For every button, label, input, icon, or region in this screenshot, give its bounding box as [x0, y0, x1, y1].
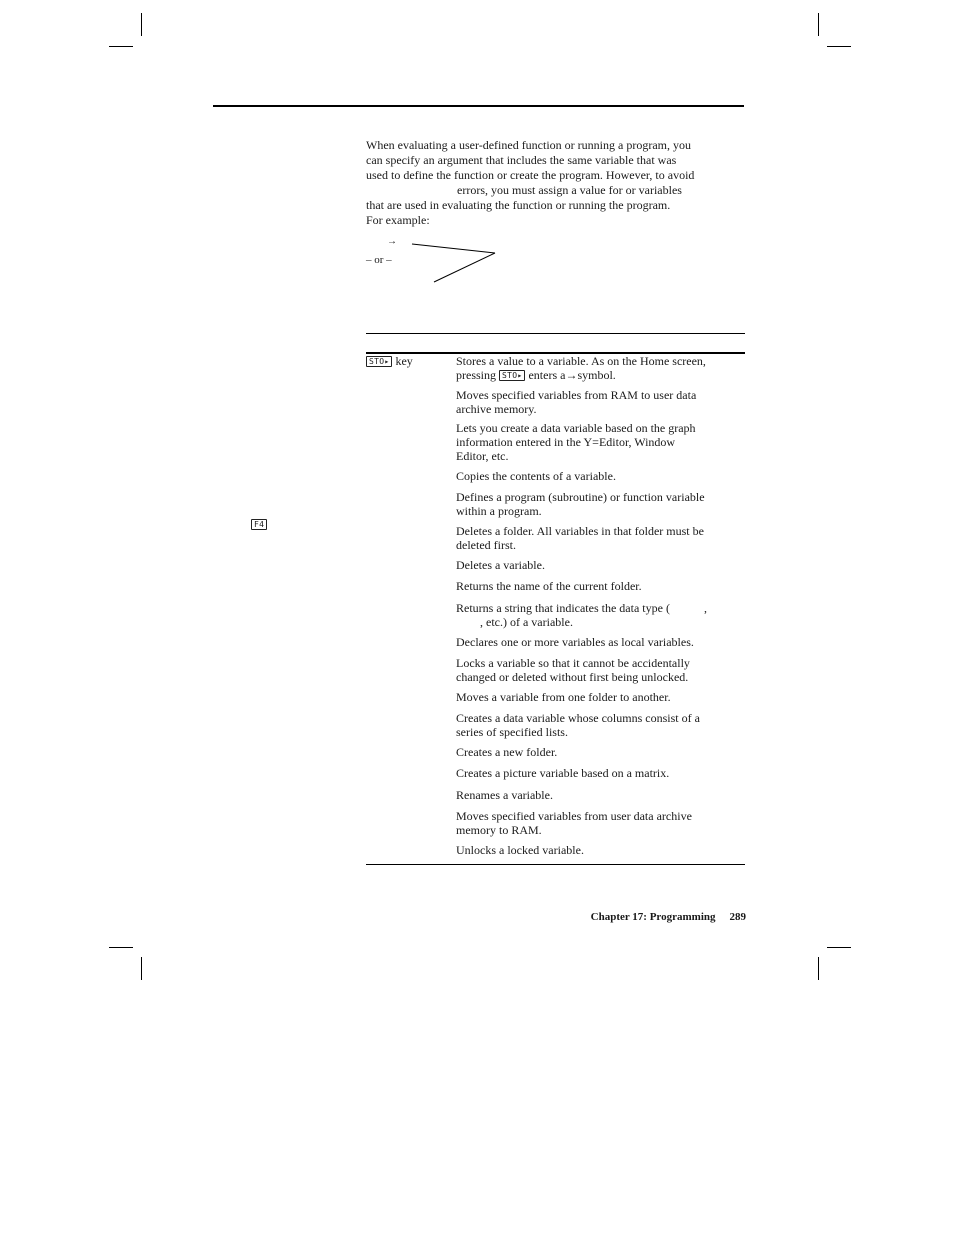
- description-cell: Returns the name of the current folder.: [456, 579, 642, 593]
- description-cell: Lets you create a data variable based on the graph information entered in the Y=Editor, Window Editor, etc.: [456, 421, 696, 463]
- crop-mark: [818, 13, 819, 36]
- callout-lines: [366, 236, 566, 296]
- description-cell: Declares one or more variables as local variables.: [456, 635, 694, 649]
- description-cell: Moves specified variables from RAM to user data archive memory.: [456, 388, 697, 416]
- table-bottom-rule: [366, 864, 745, 865]
- description-cell: Creates a picture variable based on a matrix.: [456, 766, 670, 780]
- sto-key-icon: STO▸: [499, 370, 525, 381]
- crop-mark: [141, 13, 142, 36]
- crop-mark: [109, 947, 133, 948]
- callout-line-top: [412, 244, 495, 253]
- description-cell: Creates a new folder.: [456, 745, 558, 759]
- crop-mark: [109, 46, 133, 47]
- intro-line: When evaluating a user-defined function or running a program, you: [366, 138, 691, 152]
- description-cell: Locks a variable so that it cannot be accidentally changed or deleted without first being unlocked.: [456, 656, 690, 684]
- description-line: pressing STO▸ enters a→symbol.: [456, 368, 616, 382]
- crop-mark: [827, 46, 851, 47]
- intro-line: used to define the function or create the program. However, to avoid: [366, 168, 695, 182]
- intro-line: errors, you must assign a value for or variables: [457, 183, 682, 197]
- description-cell: Deletes a variable.: [456, 558, 545, 572]
- store-arrow-icon: →: [565, 368, 578, 382]
- description-cell: Deletes a folder. All variables in that folder must be deleted first.: [456, 524, 704, 552]
- command-cell: [366, 354, 454, 368]
- description-cell: Moves specified variables from user data archive memory to RAM.: [456, 809, 692, 837]
- sto-key-icon: STO▸: [366, 356, 392, 367]
- page-number: 289: [729, 911, 746, 923]
- command-suffix: key: [395, 354, 413, 368]
- description-cell: Returns a string that indicates the data type ( , , etc.) of a variable.: [456, 601, 707, 629]
- description-cell: [456, 354, 748, 382]
- store-arrow-icon: →: [387, 236, 397, 247]
- header-rule: [213, 105, 744, 107]
- intro-line: For example:: [366, 213, 430, 227]
- page-footer: [540, 911, 746, 923]
- example-block: [366, 236, 566, 296]
- intro-paragraph: [366, 138, 746, 228]
- description-cell: Copies the contents of a variable.: [456, 469, 616, 483]
- f4-key: [251, 513, 267, 532]
- intro-line: that are used in evaluating the function or running the program.: [366, 198, 671, 212]
- or-separator: – or –: [366, 254, 392, 266]
- description-cell: Defines a program (subroutine) or function variable within a program.: [456, 490, 705, 518]
- chapter-title: Chapter 17: Programming: [590, 911, 716, 923]
- intro-line: can specify an argument that includes the same variable that was: [366, 153, 677, 167]
- callout-line-bottom: [434, 253, 495, 282]
- description-cell: Unlocks a locked variable.: [456, 843, 584, 857]
- description-cell: Moves a variable from one folder to another.: [456, 690, 671, 704]
- table-top-rule: [366, 333, 745, 334]
- crop-mark: [827, 947, 851, 948]
- f4-key-icon: F4: [251, 519, 267, 530]
- description-cell: Creates a data variable whose columns consist of a series of specified lists.: [456, 711, 700, 739]
- crop-mark: [818, 957, 819, 980]
- description-line: Stores a value to a variable. As on the Home screen,: [456, 354, 706, 368]
- description-cell: Renames a variable.: [456, 788, 553, 802]
- crop-mark: [141, 957, 142, 980]
